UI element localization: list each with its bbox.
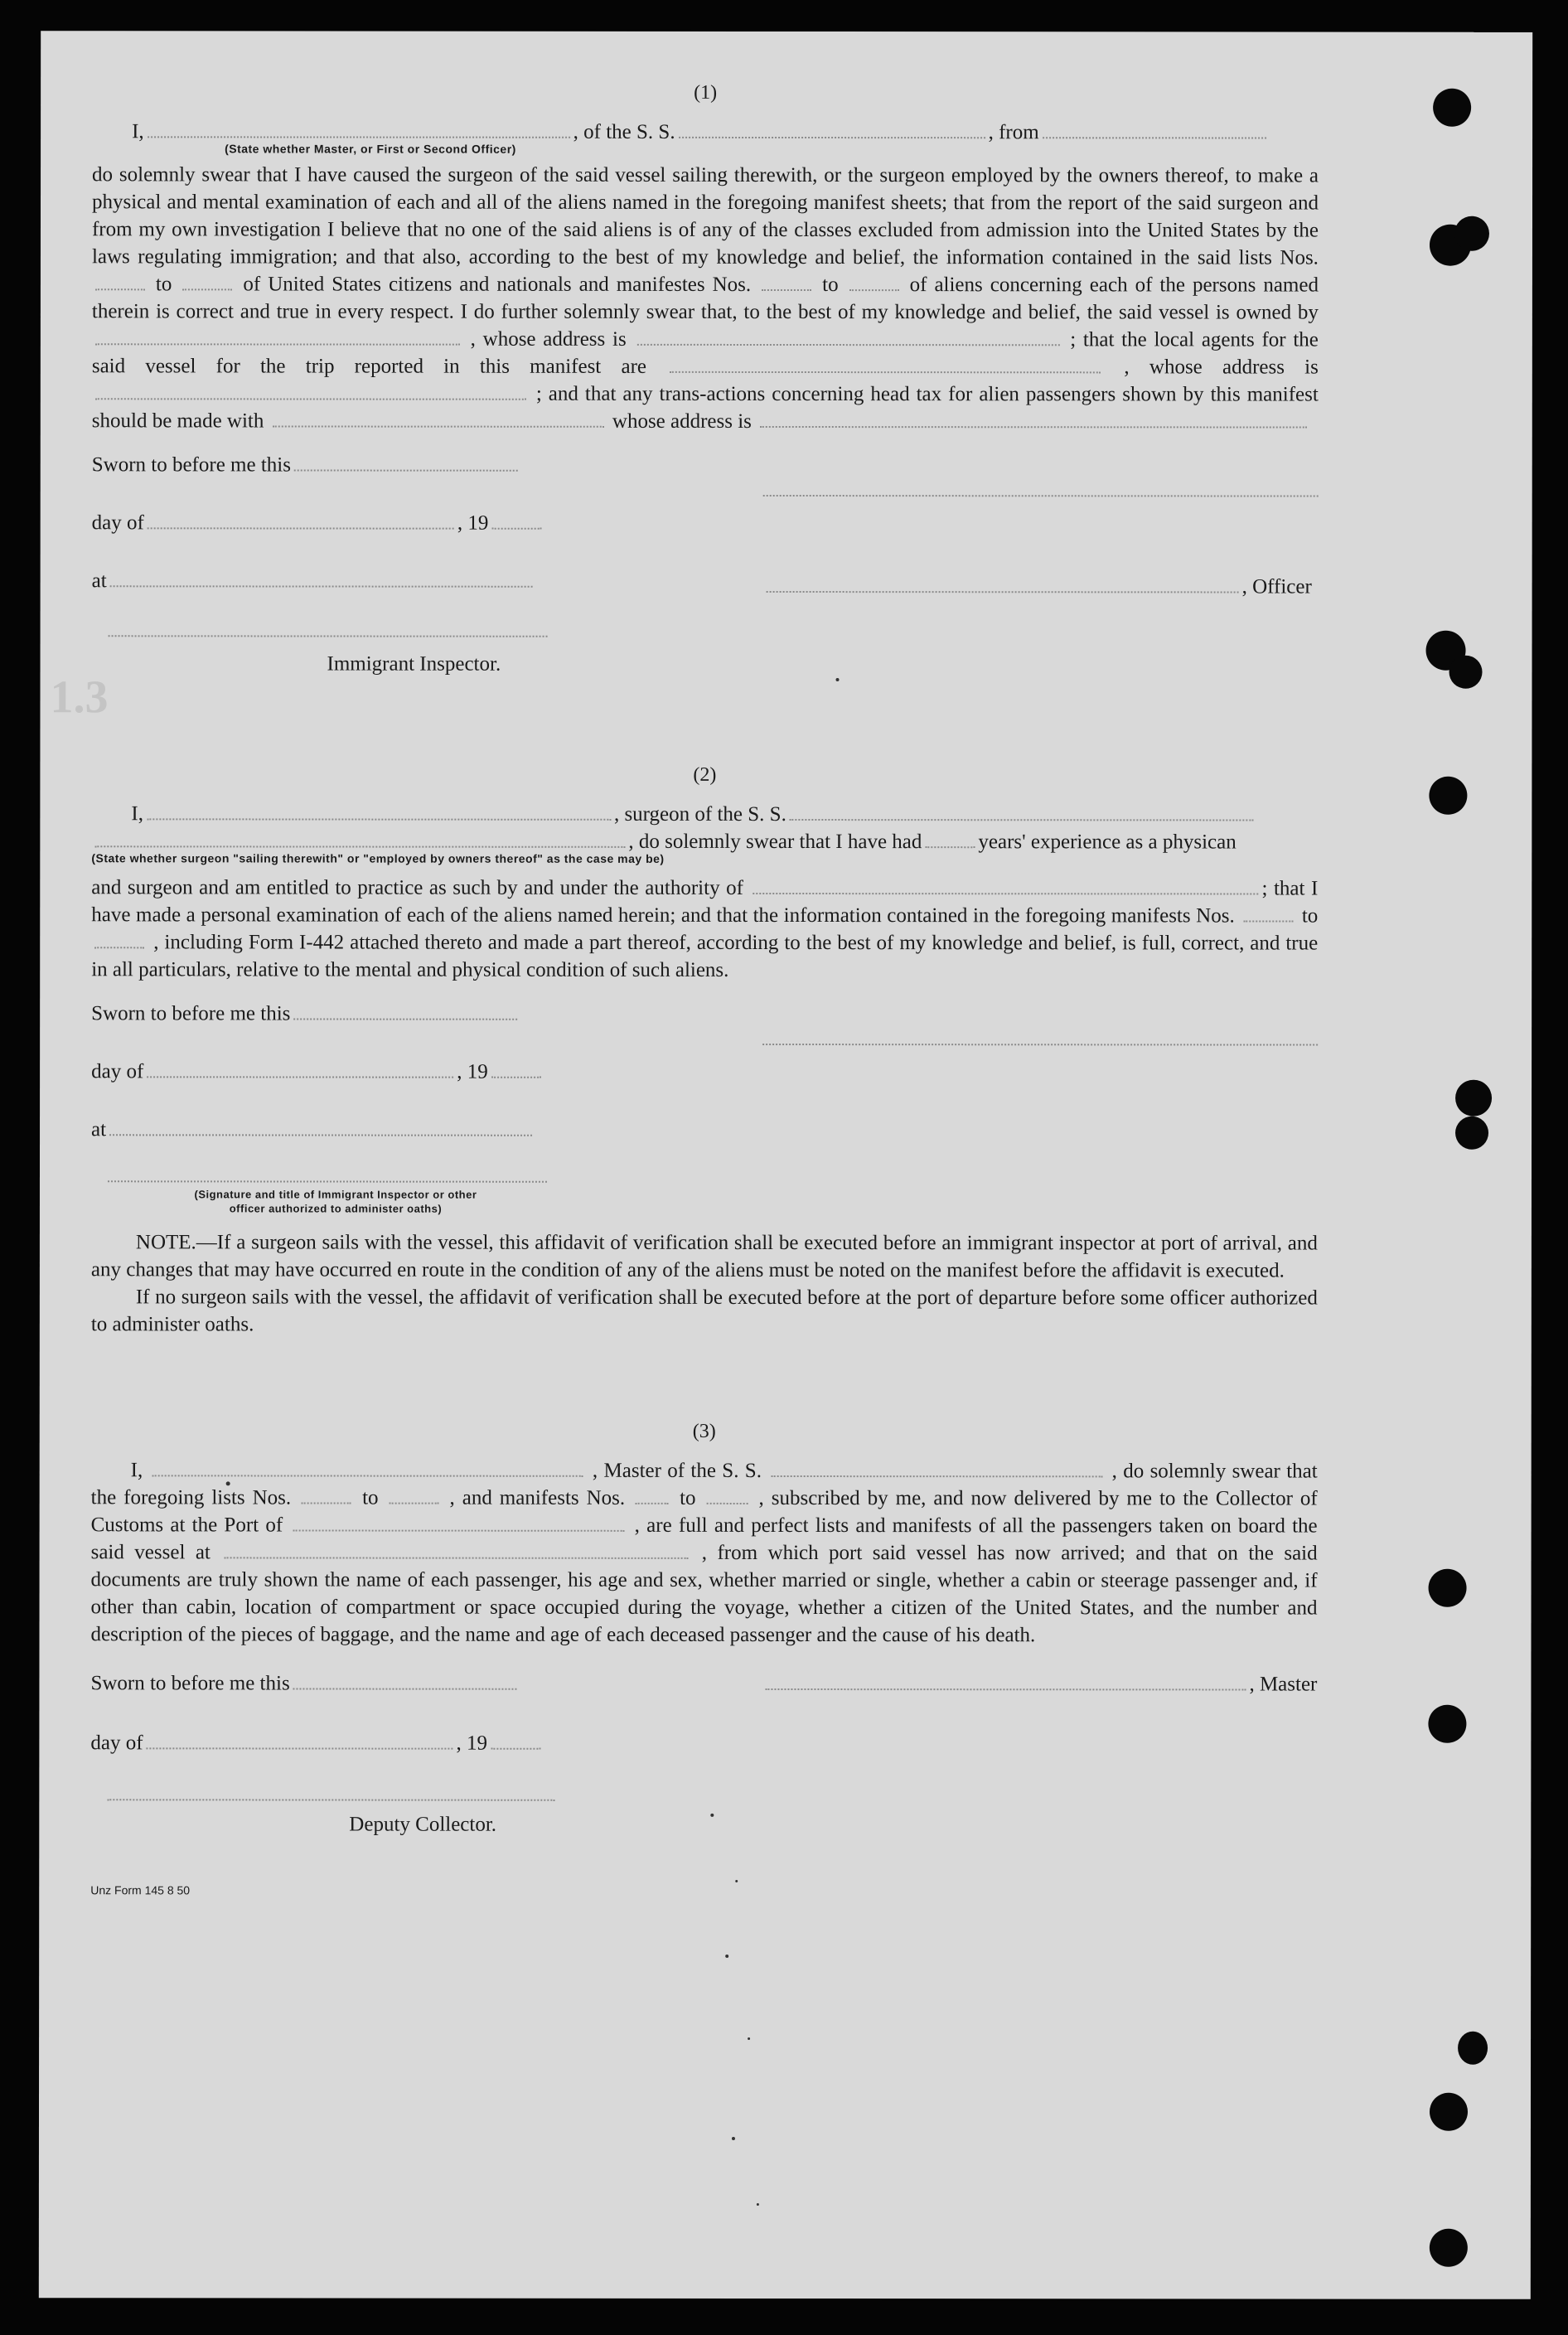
sec2-at-line xyxy=(91,1116,535,1143)
officer-line xyxy=(763,573,1312,601)
surgeon-of-label: , surgeon of the S. S. xyxy=(613,802,786,826)
sec2-body-2: that I have made a personal examination of each of the aliens named herein; and that the information contained in the foregoing manifests Nos. xyxy=(91,877,1319,928)
section-3 xyxy=(90,1417,1318,1905)
sec2-oath-text: and surgeon and am entitled to practice as such by and under the authority of ; that I have made a personal examination of each of the aliens named herein; and that the information contained in the foregoing manifests Nos. to , including Form I-442 attached thereto and made a part thereof, according to the best of my knowledge and belief, is full, correct, and true in all particulars, relative to the mental and physical condition of such aliens. xyxy=(91,874,1318,984)
sec3-oath-text xyxy=(90,1456,1317,1649)
punch-hole xyxy=(1430,2093,1468,2131)
sec3-i-label: I, xyxy=(130,1459,143,1482)
sec2-year-field[interactable] xyxy=(491,1059,541,1078)
port-field[interactable] xyxy=(293,1511,624,1531)
owner-address-label: , whose address is xyxy=(470,327,627,351)
sec1-to-1: to xyxy=(155,273,172,296)
taken-label: taken on board the said vessel at xyxy=(90,1514,1318,1564)
sec2-line-1 xyxy=(91,800,1318,828)
speck xyxy=(732,2137,735,2140)
sec2-signature-field[interactable] xyxy=(762,1025,1318,1046)
sec3-to-2: to xyxy=(680,1486,696,1509)
punch-hole xyxy=(1454,216,1489,251)
sec2-day-field[interactable] xyxy=(147,1058,453,1078)
sec3-body-4: , from which port said vessel has now arrived; and xyxy=(701,1541,1166,1565)
sec2-signature-note xyxy=(128,1187,543,1215)
sec3-vessel-field[interactable] xyxy=(771,1457,1102,1477)
section-3-number: (3) xyxy=(692,1420,716,1442)
sec1-signature-block xyxy=(91,451,1318,700)
sec2-official-signature-field[interactable] xyxy=(108,1162,547,1182)
agents-address-label: , whose address is xyxy=(1124,356,1319,379)
sec3-body-2: , subscribed by me, and now delivered by me to the xyxy=(758,1486,1208,1510)
sec1-to-2: to xyxy=(822,274,839,297)
sec1-body-1: do solemnly swear that I have caused the surgeon of the said vessel sailing therewith, or the surgeon employed by the owners thereof, to make a physical and mental examination of each and all of the aliens named in the foregoing manifest sheets; that from the report of the said surgeon and from my own investigation I believe that no one of the said aliens is of any of the classes excluded from admission into the United States by the laws regulating immigration; and that also, according to the best of my knowledge and belief, the information contained in the said lists Nos. xyxy=(91,163,1319,269)
sec3-day-line xyxy=(90,1729,544,1756)
lists-to-field[interactable] xyxy=(182,270,232,290)
sec1-body-2: of United States citizens and nationals and manifestes Nos. xyxy=(243,273,752,296)
agents-address-field[interactable] xyxy=(95,380,526,400)
sec1-signature-field[interactable] xyxy=(763,477,1319,497)
section-1-number: (1) xyxy=(694,81,718,104)
sec2-manifests-from-field[interactable] xyxy=(1243,902,1293,922)
sec3-do-solemnly-label: , do solemnly swear xyxy=(1111,1460,1280,1483)
head-tax-agent-field[interactable] xyxy=(273,407,604,427)
owner-field[interactable] xyxy=(95,325,460,345)
head-tax-address-field[interactable] xyxy=(760,408,1307,429)
officer-label: , Officer xyxy=(1241,575,1312,598)
punch-hole xyxy=(1428,1705,1466,1743)
sec3-sworn-label: Sworn to before me this xyxy=(90,1672,290,1695)
sec3-body-1: that the foregoing lists Nos. xyxy=(90,1460,1318,1509)
sec2-manifests-to-field[interactable] xyxy=(94,928,144,948)
surgeon-status-field[interactable] xyxy=(94,827,625,848)
sec3-body-5: that on the said documents are truly shown the name of each passenger, his age and sex, whether married or single, whether a cabin or steerage passenger and, if other than cabin, location of compartment or space occupied during the voyage, whether a citizen of the United States, and the number and description of the pieces of baggage, and the name and age of each deceased passenger and the cause of his death. xyxy=(90,1542,1318,1647)
form-body xyxy=(90,79,1319,1905)
head-tax-address-label: whose address is xyxy=(612,409,752,433)
surgeon-name-field[interactable] xyxy=(147,800,611,820)
sec2-sig-note-1: (Signature and title of Immigrant Inspector or other xyxy=(194,1188,477,1201)
speck xyxy=(735,1880,738,1882)
master-of-label: , Master of the S. S. xyxy=(592,1459,762,1482)
departure-port-field[interactable] xyxy=(224,1538,688,1558)
sec3-lists-from-field[interactable] xyxy=(302,1484,351,1504)
vessel-name-field[interactable] xyxy=(679,119,985,138)
sec3-sworn-line xyxy=(90,1669,520,1697)
master-signature-field[interactable] xyxy=(765,1670,1246,1691)
manifests-from-field[interactable] xyxy=(762,271,811,291)
sec2-vessel-field[interactable] xyxy=(790,801,1254,821)
owner-address-field[interactable] xyxy=(636,326,1059,346)
agents-field[interactable] xyxy=(670,353,1101,373)
inspector-signature-field[interactable] xyxy=(109,617,548,637)
deputy-collector-label: Deputy Collector. xyxy=(349,1813,497,1836)
sec1-day-of-label: day of xyxy=(91,511,144,535)
master-line xyxy=(762,1670,1317,1698)
of-ss-label: , of the S. S. xyxy=(573,120,675,143)
sec2-sworn-line xyxy=(91,1000,520,1027)
punch-hole xyxy=(1449,656,1483,689)
sec2-sworn-field[interactable] xyxy=(293,1000,517,1020)
sec2-to-label: to xyxy=(1301,904,1319,928)
sec3-year-label: , 19 xyxy=(456,1732,488,1755)
manifests-to-field[interactable] xyxy=(849,271,899,291)
from-port-field[interactable] xyxy=(1043,119,1266,138)
punch-hole xyxy=(1429,777,1467,815)
section-1 xyxy=(91,79,1319,700)
sec3-day-of-label: day of xyxy=(90,1732,143,1755)
sec1-sworn-line xyxy=(92,451,521,478)
sec2-year-label: , 19 xyxy=(457,1060,488,1083)
sec1-year-field[interactable] xyxy=(491,510,541,530)
officer-rank-note: (State whether Master, or First or Second Officer) xyxy=(225,142,516,156)
sec1-year-label: , 19 xyxy=(457,511,489,535)
sec3-year-field[interactable] xyxy=(491,1730,540,1750)
note-paragraph-2: If no surgeon sails with the vessel, the affidavit of verification shall be executed before at the port of departure before some officer authorized to administer oaths. xyxy=(90,1286,1318,1336)
sec3-and-manifests-label: , and manifests Nos. xyxy=(449,1486,626,1509)
collector-label: Collector of Customs at the Port of xyxy=(90,1487,1318,1537)
sec1-day-field[interactable] xyxy=(148,509,454,529)
sec3-to-1: to xyxy=(362,1486,379,1509)
deputy-collector-signature-field[interactable] xyxy=(107,1780,554,1800)
speck xyxy=(710,1814,714,1817)
sec1-body-4: ; that the local agents for the said vessel for the trip reported in this manifest are xyxy=(91,328,1319,378)
sec1-at-label: at xyxy=(91,569,107,593)
sec3-signature-block xyxy=(90,1669,1317,1853)
punch-hole xyxy=(1433,89,1471,127)
form-number: Unz Form 145 8 50 xyxy=(90,1883,191,1897)
sec2-day-line xyxy=(91,1058,544,1085)
sec2-at-field[interactable] xyxy=(109,1116,532,1136)
speck xyxy=(226,1481,230,1485)
speck xyxy=(725,1955,728,1958)
punch-hole xyxy=(1455,1117,1488,1150)
sec1-day-line xyxy=(92,509,545,536)
sec1-sworn-field[interactable] xyxy=(294,451,518,471)
officer-signature-field[interactable] xyxy=(767,573,1239,593)
punch-hole xyxy=(1458,2032,1488,2065)
sec2-signature-block xyxy=(91,1000,1318,1215)
master-label: , Master xyxy=(1249,1673,1318,1696)
sec2-at-label: at xyxy=(91,1118,107,1141)
sec2-do-solemnly-label: , do solemnly swear that I have had xyxy=(628,830,922,854)
section-2-number: (2) xyxy=(693,763,717,786)
sec3-lists-to-field[interactable] xyxy=(390,1485,439,1504)
sec1-at-line xyxy=(92,567,536,594)
punch-hole xyxy=(1429,1569,1467,1607)
sec3-manifests-from-field[interactable] xyxy=(636,1485,669,1504)
sec3-manifests-to-field[interactable] xyxy=(707,1485,748,1504)
sec3-sworn-field[interactable] xyxy=(293,1669,517,1689)
sec2-sig-note-2: officer authorized to administer oaths) xyxy=(229,1202,443,1215)
sec2-day-of-label: day of xyxy=(91,1060,144,1083)
sec1-sworn-label: Sworn to before me this xyxy=(91,453,291,477)
speck xyxy=(757,2203,759,2206)
years-experience-label: years' experience as a physican xyxy=(978,831,1236,854)
officer-name-field[interactable] xyxy=(148,118,570,138)
authority-field[interactable] xyxy=(753,874,1258,895)
section-2 xyxy=(91,761,1319,1339)
sec2-i-label: I, xyxy=(131,802,143,826)
speck xyxy=(748,2037,750,2040)
speck xyxy=(836,678,840,681)
lists-from-field[interactable] xyxy=(95,270,145,290)
document-page xyxy=(39,31,1532,2299)
punch-hole xyxy=(1430,2229,1468,2267)
surgeon-status-note: (State whether surgeon "sailing therewith" or "employed by owners thereof" as the case may be) xyxy=(91,851,665,865)
sec2-body-1: and surgeon and am entitled to practice as such by and under the authority of xyxy=(91,876,743,899)
sec1-body-5: ; and that any trans-actions concerning head tax for alien passengers shown by this manifest should be made with xyxy=(91,382,1319,433)
sec1-i-label: I, xyxy=(132,120,144,143)
sec1-at-field[interactable] xyxy=(110,567,533,587)
sec1-body-3: of aliens concerning each of the persons named therein is correct and true in every respect. I do further solemnly swear that, to the best of my knowledge and belief, the said vessel is owned by xyxy=(91,274,1319,324)
sec3-day-field[interactable] xyxy=(147,1729,453,1749)
sec2-body-3: , including Form I-442 attached thereto and made a part thereof, according to the best of my knowledge and belief, is full, correct, and true in all particulars, relative to the mental and physical condition of such aliens. xyxy=(91,931,1319,981)
sec1-oath-text xyxy=(92,161,1319,435)
years-experience-field[interactable] xyxy=(925,828,975,848)
punch-hole xyxy=(1455,1080,1492,1117)
from-label: , from xyxy=(988,121,1039,144)
sec3-body-3: , are full and perfect lists and manifests of all the passengers xyxy=(634,1514,1153,1538)
master-name-field[interactable] xyxy=(152,1456,583,1476)
note-paragraph-1: NOTE.—If a surgeon sails with the vessel, this affidavit of verification shall be executed before an immigrant inspector at port of arrival, and any changes that may have occurred en route in the condition of any of the aliens must be noted on the manifest before the affidavit is executed. xyxy=(90,1231,1318,1282)
sec2-sworn-label: Sworn to before me this xyxy=(91,1002,291,1025)
immigrant-inspector-label: Immigrant Inspector. xyxy=(327,652,501,676)
bleed-through-mark: 1.3 xyxy=(50,671,109,724)
